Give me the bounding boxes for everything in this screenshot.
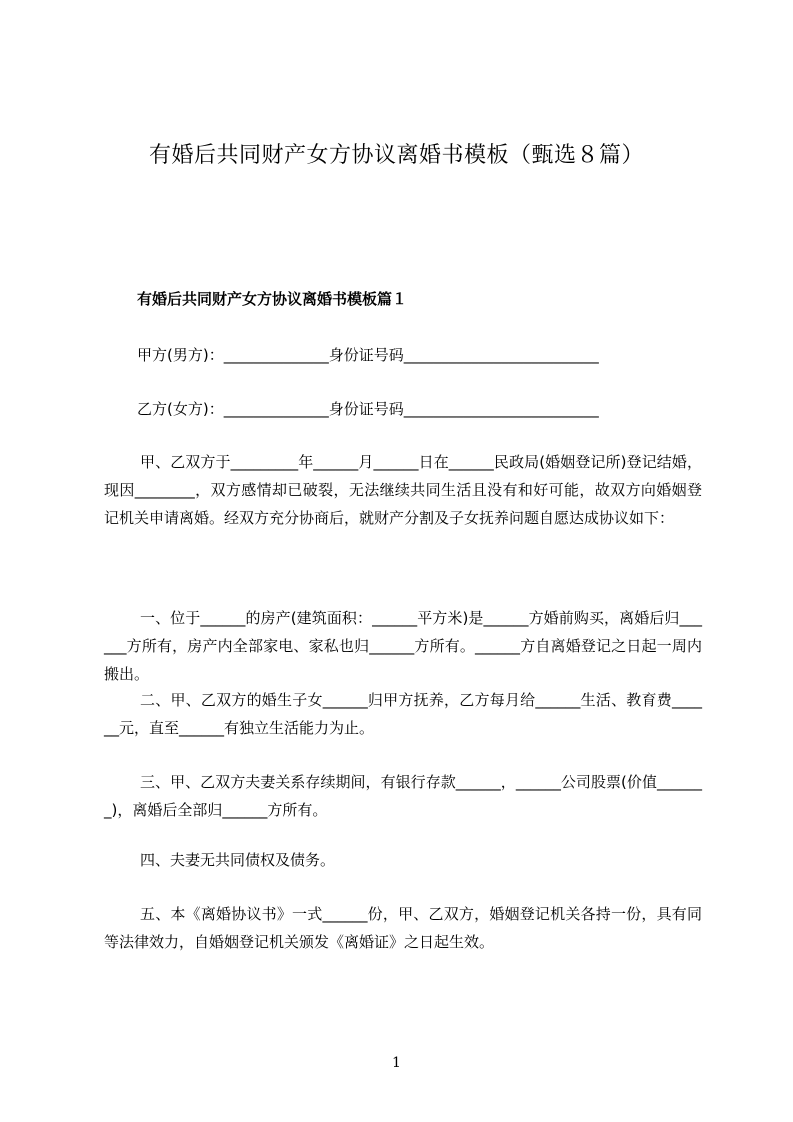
paragraph-clause-5: 五、本《离婚协议书》一式______份，甲、乙双方，婚姻登记机关各持一份，具有同等法律效力，自婚姻登记机关颁发《离婚证》之日起生效。 [104,905,702,951]
document-title: 有婚后共同财产女方协议离婚书模板（甄选８篇） [148,143,644,168]
paragraph-clause-4: 四、夫妻无共同债权及债务。 [140,851,336,869]
party-b-line: 乙方(女方)：______________身份证号码__________________________ [137,400,599,418]
party-a-line: 甲方(男方)：______________身份证号码__________________________ [137,346,599,364]
paragraph-intro: 甲、乙双方于_________年______月______日在______民政局(婚姻登记所)登记结婚，现因________，双方感情却已破裂，无法继续共同生活且没有和好可能，故双方向婚姻登记机关申请离婚。经双方充分协商后，就财产分割及子女抚养问题自愿达成协议如下： [104,453,702,527]
section-heading: 有婚后共同财产女方协议离婚书模板篇１ [137,290,408,308]
paragraph-clause-3: 三、甲、乙双方夫妻关系存续期间，有银行存款______，______公司股票(价值_______)，离婚后全部归______方所有。 [104,773,702,819]
paragraph-clause-2: 二、甲、乙双方的婚生子女______归甲方抚养，乙方每月给______生活、教育费______元，直至______有独立生活能力为止。 [104,691,702,737]
page-number: 1 [392,1055,401,1071]
paragraph-clause-1: 一、位于______的房产(建筑面积：______平方米)是______方婚前购买，离婚后归______方所有，房产内全部家电、家私也归______方所有。______方自离婚登记之日起一周内搬出。 [104,609,702,683]
